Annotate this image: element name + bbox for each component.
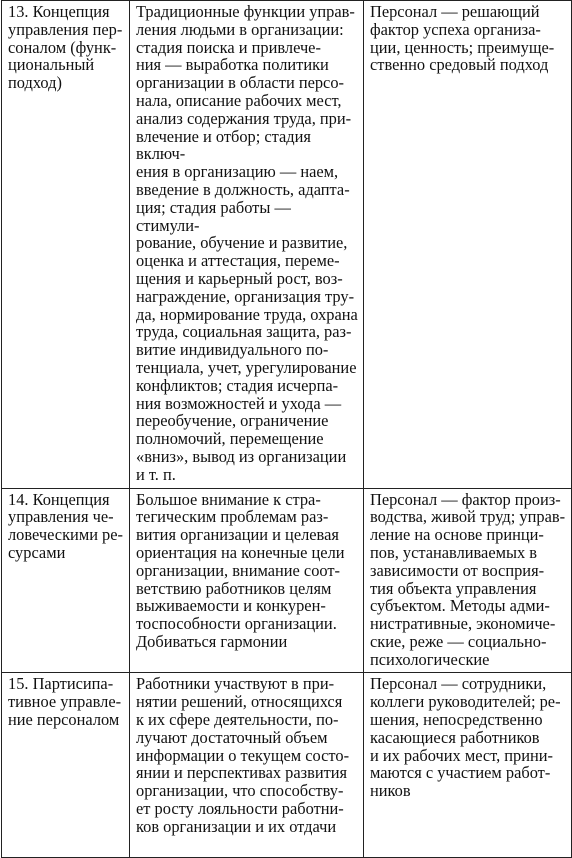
table-row xyxy=(2,488,572,673)
table-row xyxy=(2,673,572,858)
personnel-cell: Персонал — фактор произ- водства, живой труд; управ- ление на основе принци- пов, устанавливаемых в зависимости от восприя- тия объекта управления субъектом. Методы адми- нистративные, экономиче- ские, реже — социально- психологические xyxy=(364,488,572,673)
personnel-cell: Персонал — сотрудники, коллеги руководителей; ре- шения, непосредственно касающиеся работников и их рабочих мест, прини- маются с участием работ- ников xyxy=(364,673,572,858)
concepts-table xyxy=(1,0,572,858)
personnel-cell: Персонал — решающий фактор успеха организа- ции, ценность; преимуще- ственно средовый подход xyxy=(364,1,572,489)
table-row xyxy=(2,1,572,489)
approach-cell: 13. Концепция управления пер- соналом (функ- циональный подход) xyxy=(2,1,130,489)
content-cell: Традиционные функции управ- ления людьми в организации: стадия поиска и привлече- ния — выработка политики организации в области персо- нала, описание рабочих мест, анализ содержания труда, при- влечение и отбор; стадия включ- ения в организацию — наем, введение в должность, адапта- ция; стадия работы — стимули- рование, обучение и развитие, оценка и аттестация, переме- щения и карьерный рост, воз- награждение, организация тру- да, нормирование труда, охрана труда, социальная защита, раз- витие индивидуального по- тенциала, учет, урегулирование конфликтов; стадия исчерпа- ния возможностей и ухода — переобучение, ограничение полномочий, перемещение «вниз», вывод из организации и т. п. xyxy=(130,1,364,489)
approach-cell: 15. Партисипа- тивное управле- ние персоналом xyxy=(2,673,130,858)
content-cell: Большое внимание к стра- тегическим проблемам раз- вития организации и целевая ориентация на конечные цели организации, внимание соот- ветствию работников целям выживаемости и конкурен- тоспособности организации. Добиваться гармонии xyxy=(130,488,364,673)
content-cell: Работники участвуют в при- нятии решений, относящихся к их сфере деятельности, по- лучают достаточный объем информации о текущем состо- янии и перспективах развития организации, что способству- ет росту лояльности работни- ков организации и их отдачи xyxy=(130,673,364,858)
approach-cell: 14. Концепция управления че- ловеческими ре- сурсами xyxy=(2,488,130,673)
